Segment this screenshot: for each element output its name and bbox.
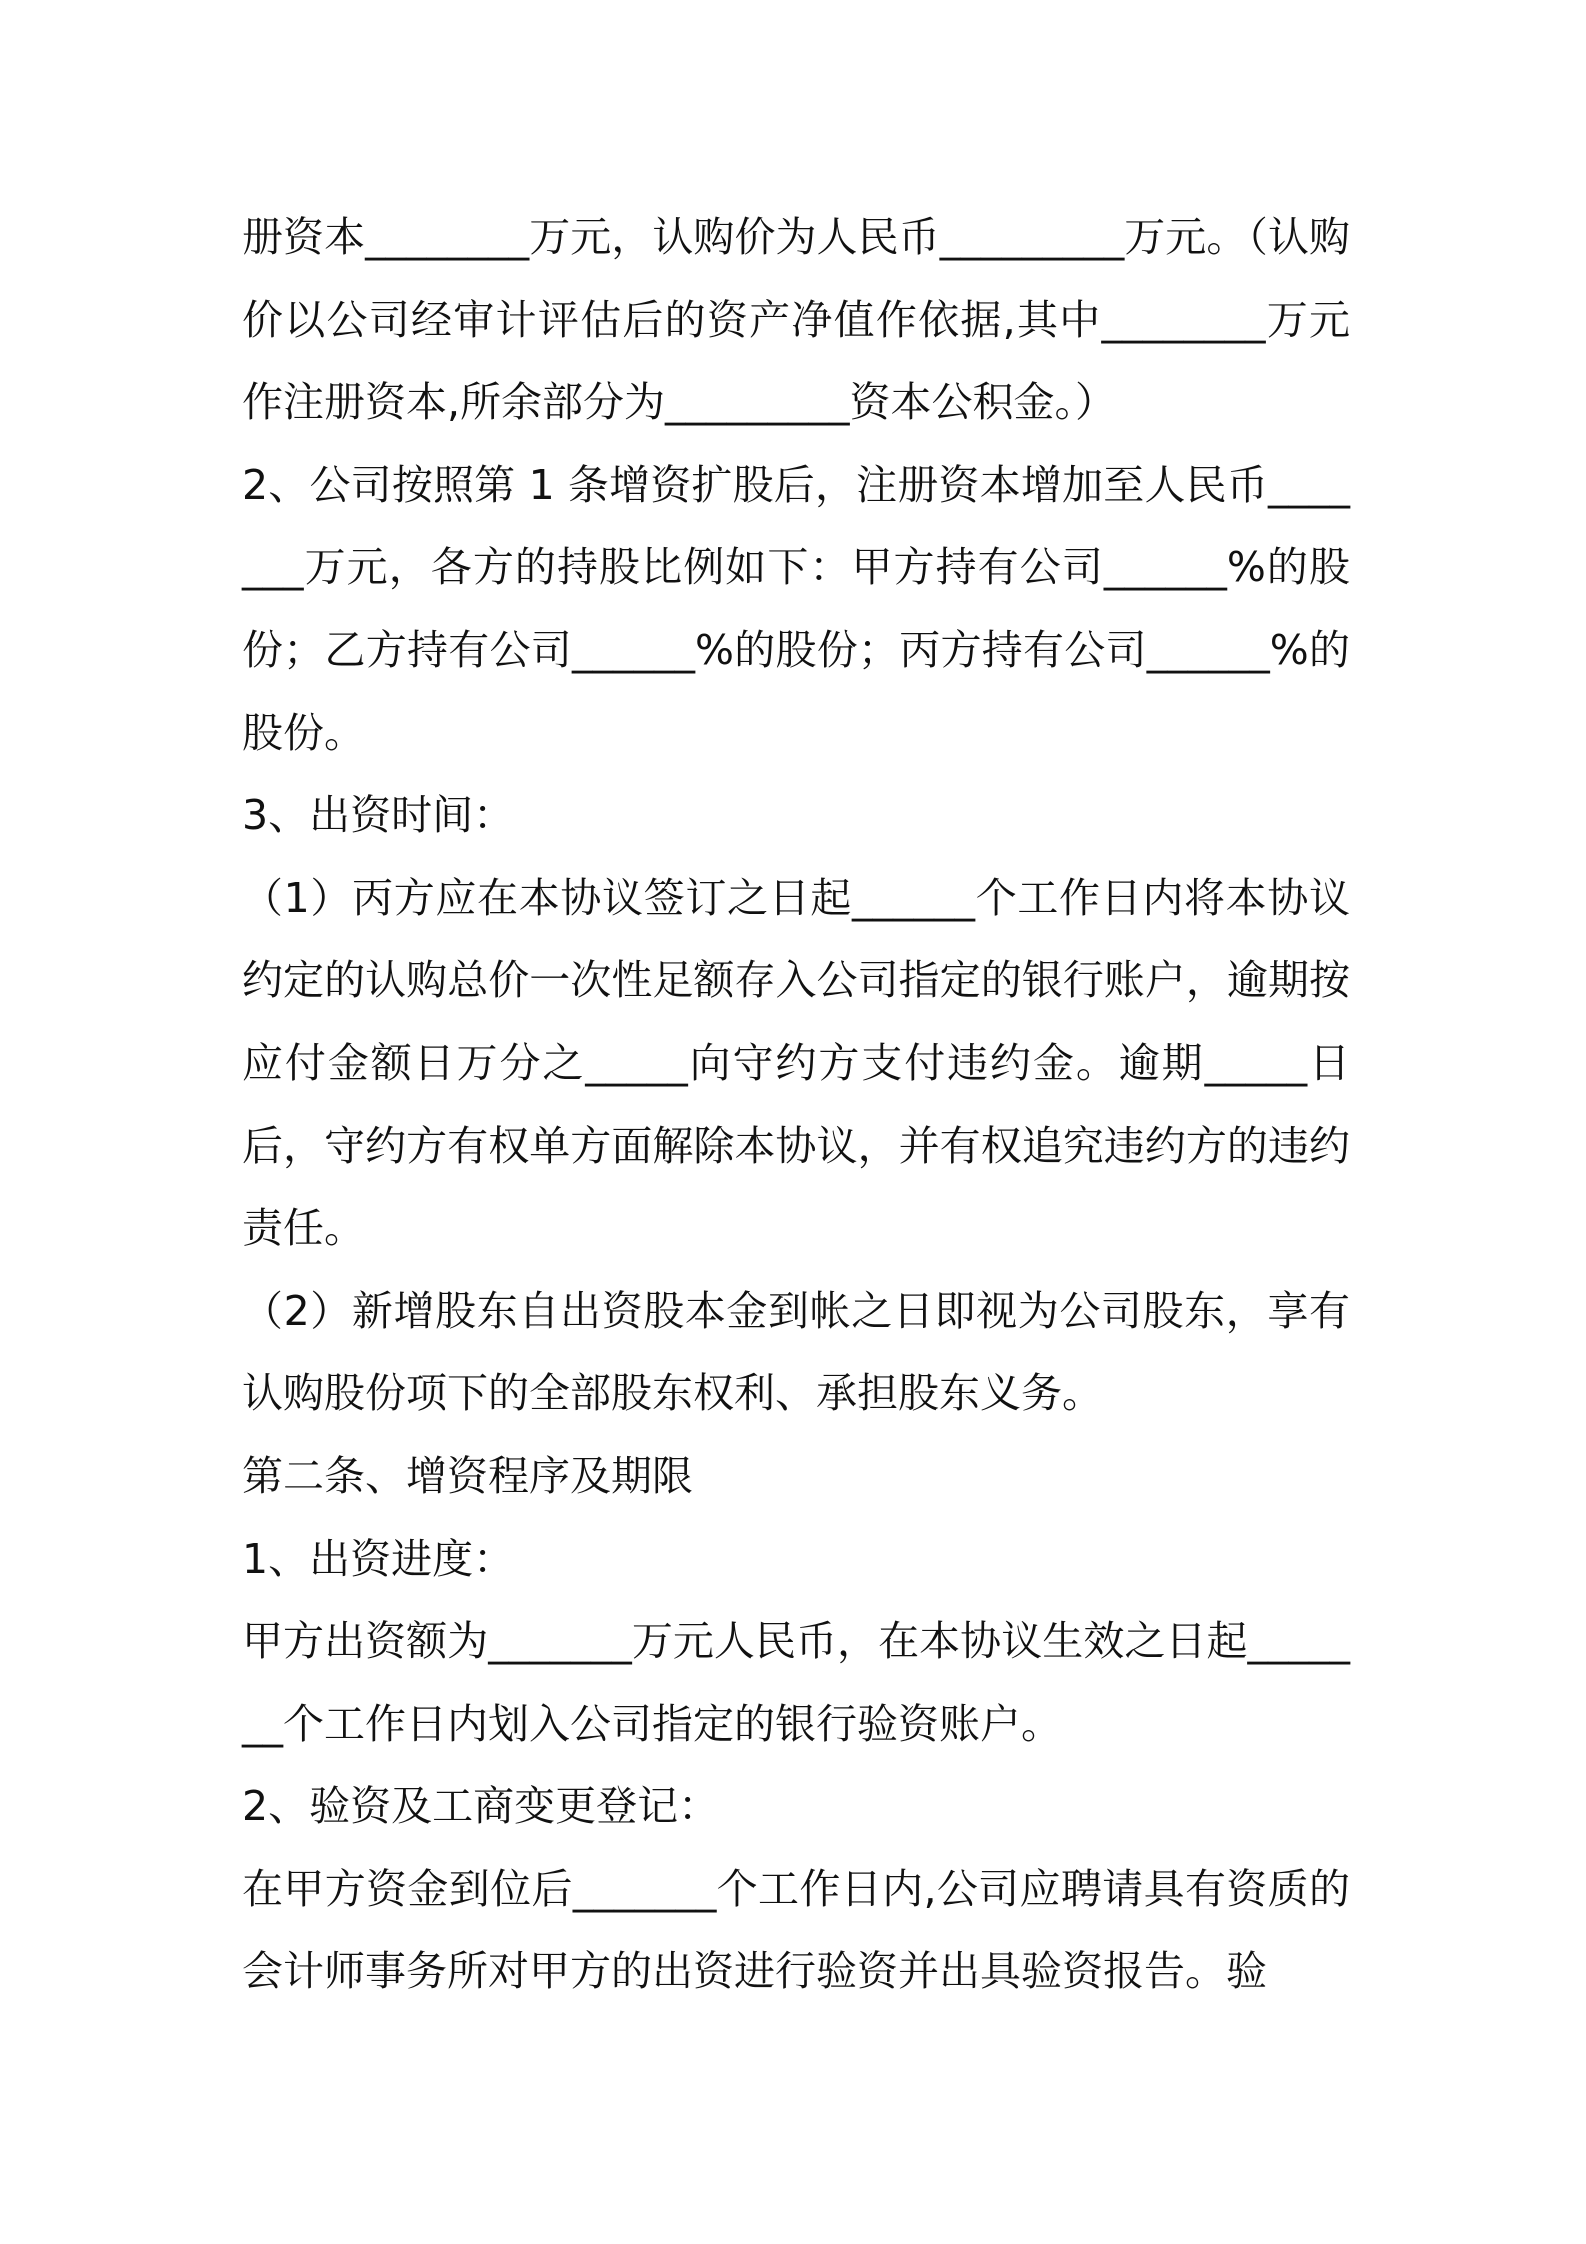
paragraph-contribution-time-heading: 3、出资时间： [242,791,515,840]
paragraph-capital-verification: 在甲方资金到位后_______个工作日内,公司应聘请具有资质的会计师事务所对甲方的出资进行验资并出具验资报告。验 [242,1864,1350,1996]
paragraph-contribution-progress-heading: 1、出资进度： [242,1534,515,1583]
paragraph-payment-deadline: （1）丙方应在本协议签订之日起______个工作日内将本协议约定的认购总价一次性足额存入公司指定的银行账户，逾期按应付金额日万分之_____向守约方支付违约金。逾期_____日后，守约方有权单方面解除本协议，并有权追究违约方的违约责任。 [242,873,1350,1253]
paragraph-shareholding-ratio: 2、公司按照第 1 条增资扩股后，注册资本增加至人民币_______万元，各方的持股比例如下：甲方持有公司______%的股份；乙方持有公司______%的股份；丙方持有公司______%的股份。 [242,460,1350,757]
document-page [242,196,1350,2013]
paragraph-party-a-contribution: 甲方出资额为_______万元人民币，在本协议生效之日起_______个工作日内划入公司指定的银行验资账户。 [242,1617,1350,1748]
article-two-heading: 第二条、增资程序及期限 [242,1451,693,1500]
paragraph-new-shareholder-rights: （2）新增股东自出资股本金到帐之日即视为公司股东，享有认购股份项下的全部股东权利、承担股东义务。 [242,1286,1350,1418]
paragraph-subscription-price: 册资本________万元，认购价为人民币_________万元。（认购价以公司经审计评估后的资产净值作依据,其中________万元作注册资本,所余部分为_________资本公积金。） [242,213,1350,427]
paragraph-capital-verification-heading: 2、验资及工商变更登记： [242,1782,720,1831]
